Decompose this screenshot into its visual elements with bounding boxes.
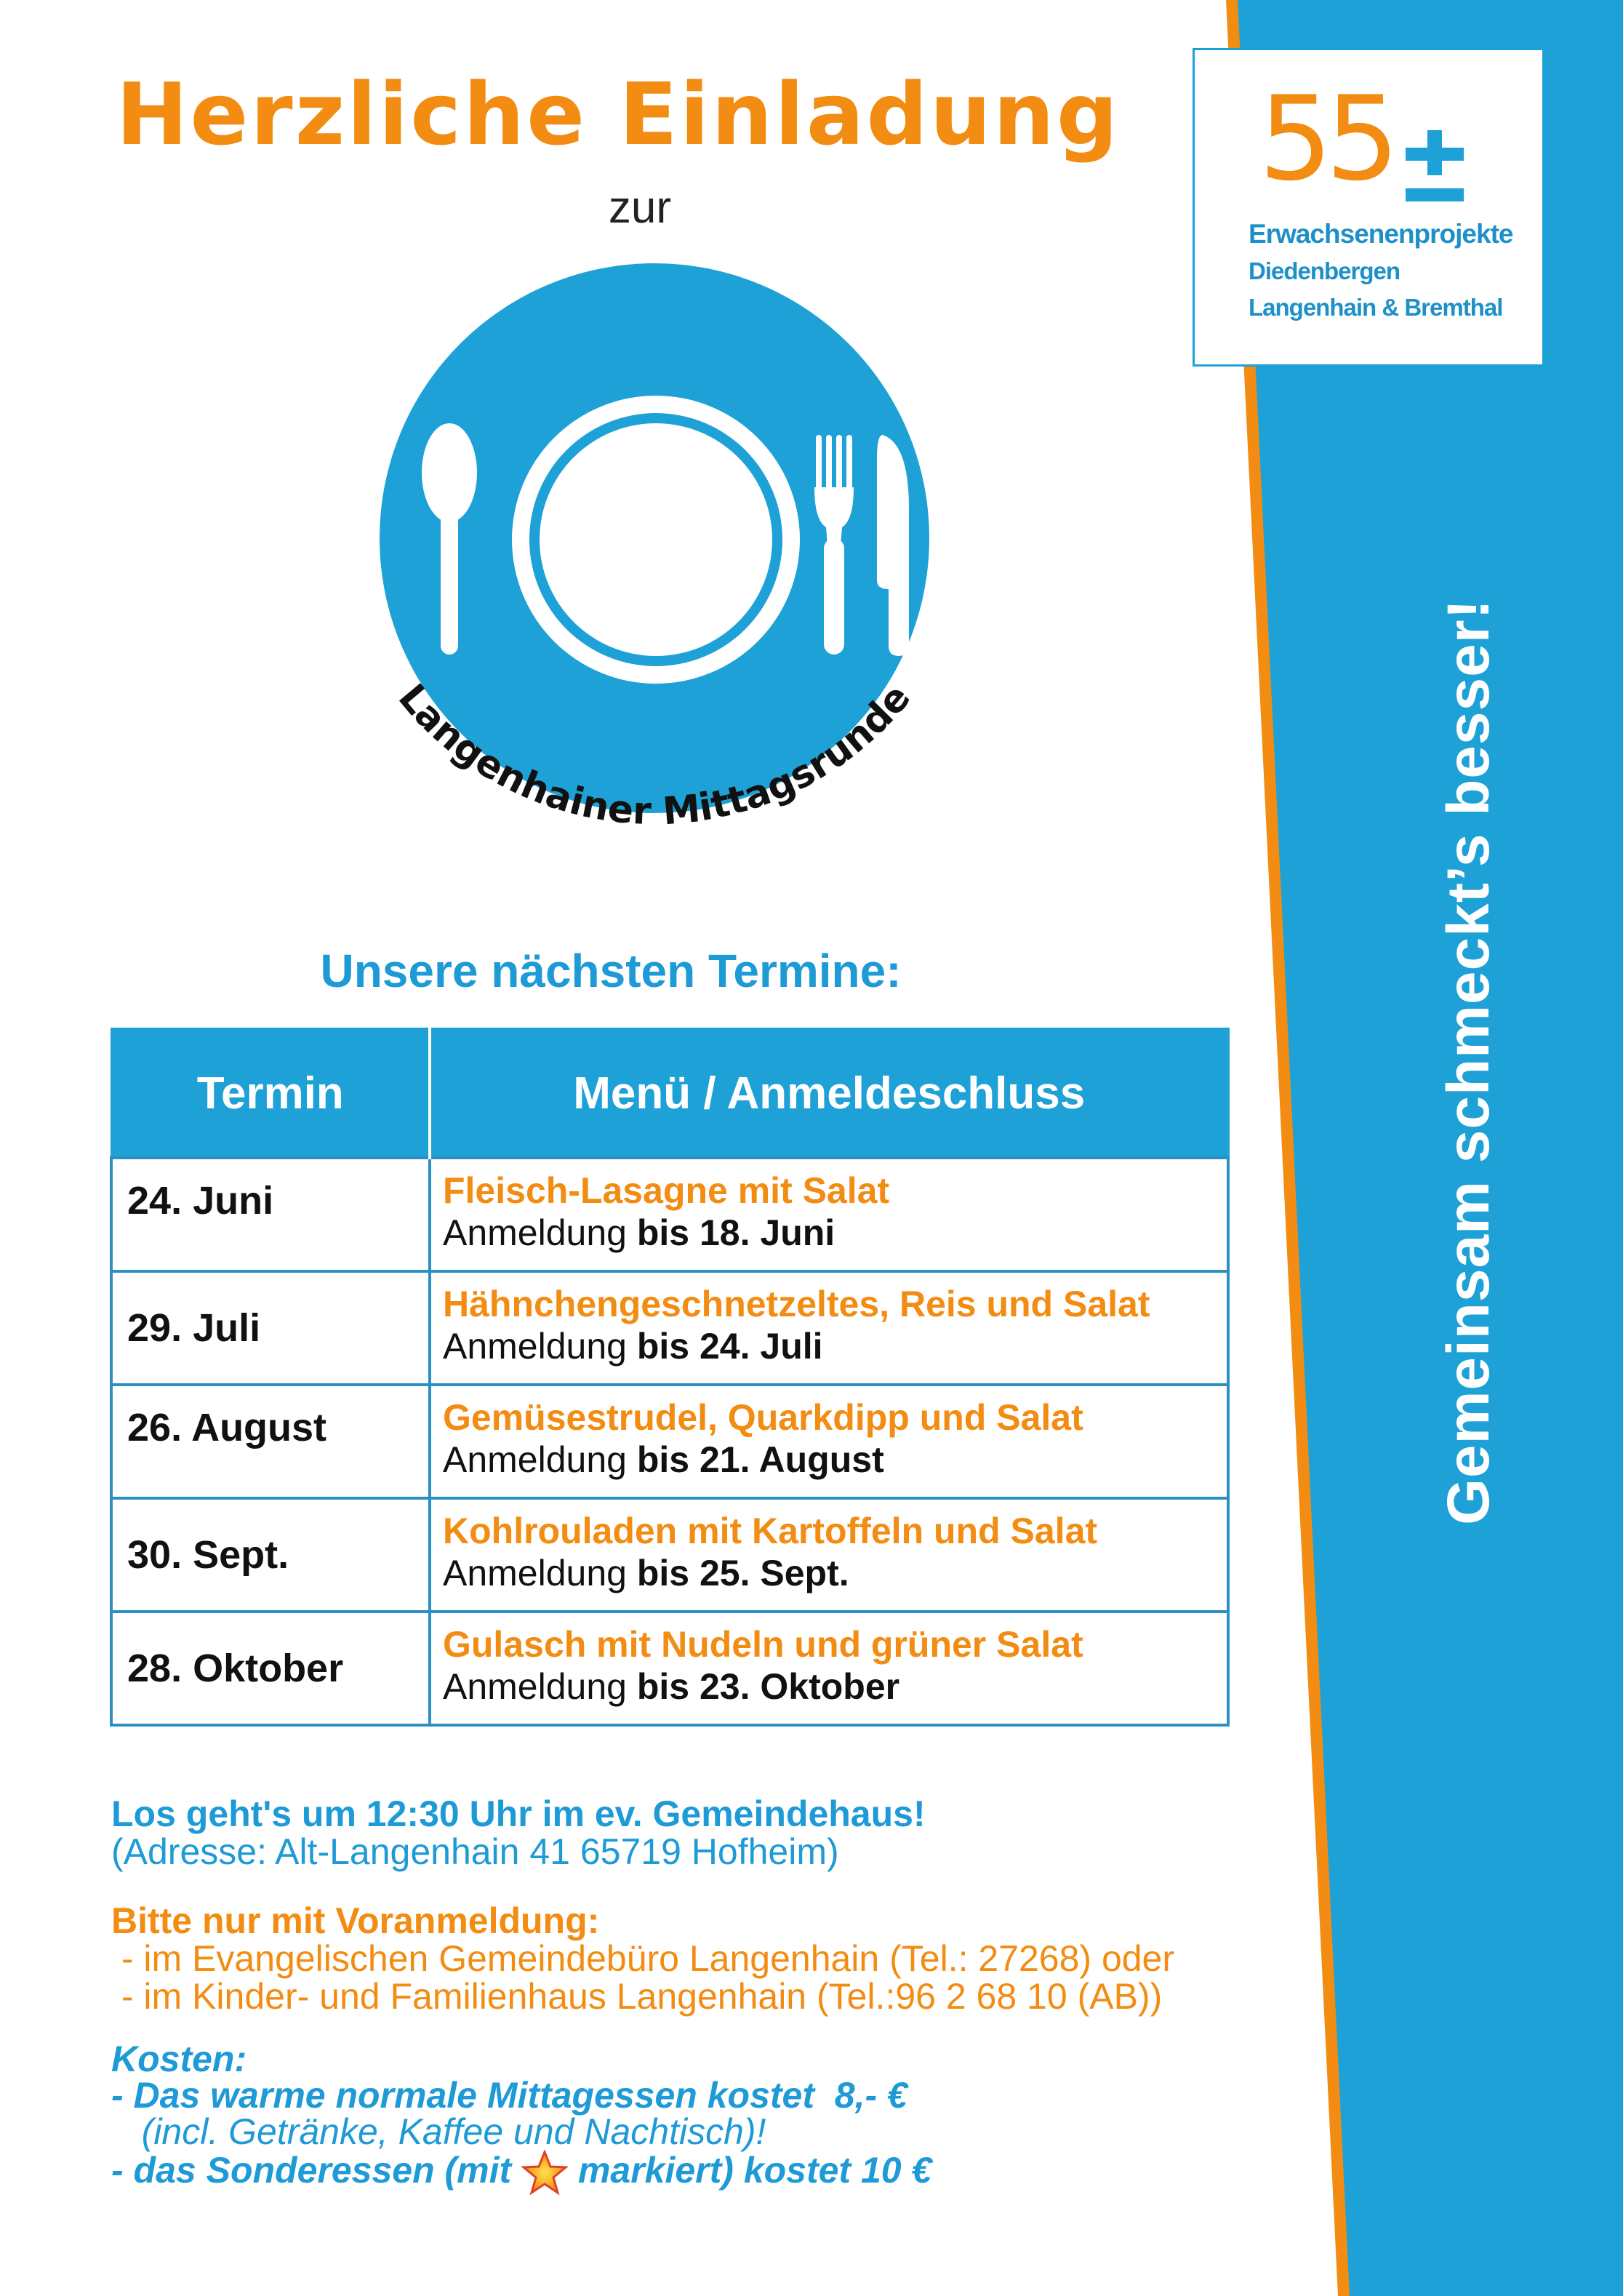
table-row [111,1271,1228,1385]
row-date: 24. Juni [111,1158,430,1271]
costs-special-prefix: - das Sonderessen (mit [111,2150,522,2191]
costs-info [111,2041,931,2196]
registration-label: Anmeldung [443,1326,637,1367]
page-subtitle: zur [608,183,672,233]
location-time: Los geht's um 12:30 Uhr im ev. Gemeindehaus! [111,1793,926,1834]
sidebar-slogan: Gemeinsam schmeckt’s besser! [1435,599,1502,1525]
row-menu [430,1271,1228,1385]
row-registration [443,1552,1227,1594]
row-dish: Hähnchengeschnetzeltes, Reis und Salat [443,1284,1150,1324]
mittagsrunde-emblem [320,247,1047,887]
row-date: 28. Oktober [111,1612,430,1725]
row-date: 30. Sept. [111,1498,430,1612]
row-registration [443,1212,1227,1254]
table-header-row [111,1029,1228,1159]
registration-deadline: bis 23. Oktober [636,1666,900,1707]
column-header-menu: Menü / Anmeldeschluss [430,1029,1228,1159]
schedule-title: Unsere nächsten Termine: [320,945,902,997]
registration-deadline: bis 24. Juli [636,1326,823,1367]
registration-label: Anmeldung [443,1212,637,1253]
costs-normal-meal: - Das warme normale Mittagessen kostet 8,- € [111,2075,907,2116]
row-dish: Gulasch mit Nudeln und grüner Salat [443,1624,1083,1665]
logo-text-line1: Erwachsenenprojekte [1249,219,1513,249]
costs-special-meal [111,2150,931,2196]
row-menu [430,1498,1228,1612]
row-dish: Kohlrouladen mit Kartoffeln und Salat [443,1511,1098,1551]
registration-title: Bitte nur mit Voranmeldung: [111,1900,600,1941]
table-row [111,1158,1228,1271]
logo-text-line2: Diedenbergen [1249,257,1400,284]
location-info [111,1795,926,1871]
row-registration [443,1325,1227,1367]
plus-minus-icon [1406,130,1464,203]
row-dish: Fleisch-Lasagne mit Salat [443,1170,890,1211]
table-row [111,1612,1228,1725]
row-menu [430,1612,1228,1725]
registration-deadline: bis 18. Juni [636,1212,835,1253]
row-menu [430,1385,1228,1498]
logo-text-line3: Langenhain & Bremthal [1249,294,1503,321]
costs-special-suffix: markiert) kostet 10 € [568,2150,932,2191]
registration-info [111,1902,1174,2015]
table-row [111,1498,1228,1612]
costs-included: (incl. Getränke, Kaffee und Nachtisch)! [111,2111,766,2152]
plate-center [540,423,772,656]
row-registration [443,1665,1227,1708]
row-dish: Gemüsestrudel, Quarkdipp und Salat [443,1397,1083,1438]
location-address: (Adresse: Alt-Langenhain 41 65719 Hofheim) [111,1831,839,1872]
row-registration [443,1439,1227,1481]
registration-office: - im Evangelischen Gemeindebüro Langenhain (Tel.: 27268) oder [111,1938,1175,1979]
schedule-table [110,1028,1230,1727]
row-menu [430,1158,1228,1271]
row-date: 29. Juli [111,1271,430,1385]
registration-label: Anmeldung [443,1553,637,1593]
star-icon [521,2150,568,2196]
registration-label: Anmeldung [443,1666,637,1707]
page-title: Herzliche Einladung [116,64,1121,164]
registration-family-house: - im Kinder- und Familienhaus Langenhain (Tel.:96 2 68 10 (AB)) [111,1976,1163,2017]
row-date: 26. August [111,1385,430,1498]
table-row [111,1385,1228,1498]
registration-deadline: bis 25. Sept. [636,1553,849,1593]
logo-number: 55 [1259,71,1392,207]
registration-label: Anmeldung [443,1439,637,1480]
registration-deadline: bis 21. August [636,1439,884,1480]
emblem-curved-text: Langenhainer Mittagsrunde [389,676,920,834]
column-header-termin: Termin [111,1029,430,1159]
costs-title: Kosten: [111,2039,247,2079]
